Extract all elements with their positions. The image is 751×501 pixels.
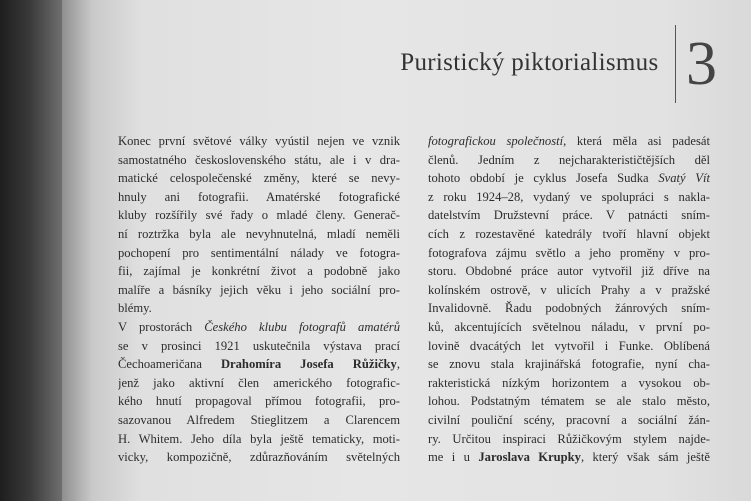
chapter-divider [675,25,677,103]
text-line: sazovanou Alfredem Stieglitzem a Clarencem [118,412,400,427]
text-line: malíře a básníky jejich věku i jeho sociální pro- [118,282,400,297]
text-line: ry. Určitou inspiraci Růžičkovým stylem najde- [428,431,710,446]
chapter-header [400,24,717,104]
text-fragment: V prostorách [118,319,205,334]
bold-text: Jaroslava Krupky [478,450,581,465]
text-line: kého hnutí propagoval přímou fotografii, pro- [118,394,400,409]
text-line: z roku 1924–28, vydaný ve spolupráci s nakla- [428,189,710,204]
text-line: se znovu stala krajinářská fotografie, nyní cha- [428,357,710,372]
text-line: cích z rozestavěné katedrály tvoří hlavní objekt [428,226,710,241]
left-text-column [118,132,400,467]
text-line: fotografova zájmu světlo a jeho proměny v pro- [428,245,710,260]
italic-text: Svatý Vít [658,171,710,186]
text-line: H. Whitem. Jeho díla byla ještě tematicky, moti- [118,431,400,446]
text-line: pochopení pro sentimentální nálady ve fotogra- [118,245,400,260]
book-gutter-shadow [0,0,62,501]
text-line [428,448,710,467]
text-line: Konec první světové války vyústil nejen ve vznik [118,134,400,148]
text-fragment: tohoto období je cyklus Josefa Sudka [428,171,659,186]
text-line [118,355,400,374]
text-line: matické celospolečenské změny, které se nevy- [118,171,400,186]
text-line: rakteristická nízkým horizontem a vysokou ob- [428,375,710,390]
text-fragment: , který však sám ještě [580,450,710,465]
text-line: se v prosinci 1921 uskutečnila výstava prací [118,338,400,353]
text-line: členů. Jedním z nejcharakterističtějších děl [428,152,710,167]
text-line [428,132,710,151]
text-line: ků, akcentujících světelnou náladu, v první po- [428,319,710,334]
chapter-title: Puristický piktorialismus [400,49,659,76]
text-line: samostatného československého státu, ale i v dra- [118,152,400,167]
text-line: kolínském ostrově, v ulicích Prahy a v pražské [428,282,710,297]
text-line: datelstvím Družstevní práce. V patnácti sním- [428,208,710,223]
text-fragment: me i u [428,450,479,465]
text-line: lovině dvacátých let vytvořil i Funke. Oblíbená [428,338,710,353]
text-fragment: , která měla asi padesát [563,134,710,148]
chapter-number: 3 [686,30,717,98]
text-line: blémy. [118,301,152,316]
text-line [428,169,710,188]
text-line: fii, zajímal je konkrétní život a podobně jako [118,264,400,279]
text-line: ní roztržka byla ale nevyhnutelná, mladí neměli [118,226,400,241]
text-line: kluby rozšířily své řady o mladé členy. Generač- [118,208,400,223]
italic-text: fotografickou společností [428,134,564,148]
text-fragment: Čechoameričana [118,357,221,372]
text-line [118,318,400,337]
italic-text: Českého klubu fotografů amatérů [204,319,400,334]
text-line: vicky, kompozičně, zdůrazňováním světelných [118,450,400,465]
bold-text: Drahomíra Josefa Růžičky [220,357,397,372]
text-line: jenž jako aktivní člen amerického fotografic- [118,375,400,390]
text-line: storu. Obdobné práce autor vytvořil již dříve na [428,264,710,279]
text-line: Invalidovně. Řadu podobných žánrových sním- [428,301,710,316]
text-line: civilní pouliční scény, pracovní a sociální žán- [428,412,710,427]
text-line: lohou. Podstatným tématem se ale stalo město, [428,394,710,409]
right-text-column [428,132,710,467]
text-line: hnuly ani fotografii. Amatérské fotografické [118,189,400,204]
text-fragment: , [396,357,400,372]
